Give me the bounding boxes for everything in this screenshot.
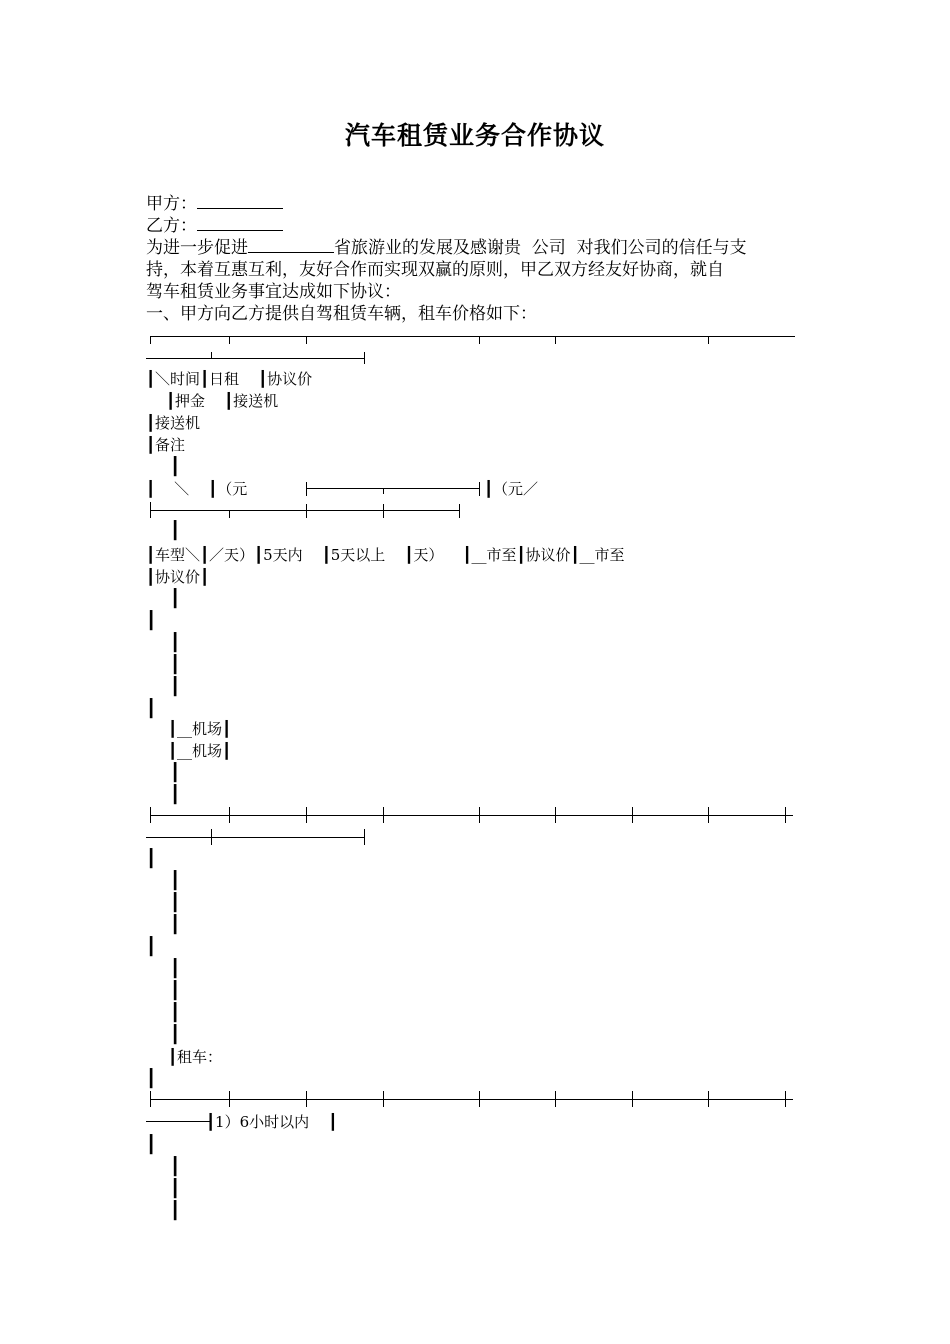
table-pipe: ┃ bbox=[170, 1025, 181, 1045]
intro-text-1a: 为进一步促进 bbox=[146, 238, 248, 258]
table-rent-6h: ┃1）6小时以内 ┃ bbox=[206, 1113, 338, 1131]
table-tick bbox=[459, 504, 460, 518]
table-pipe: ┃ bbox=[170, 981, 181, 1001]
table-tick bbox=[150, 336, 151, 344]
table-header-4: ┃备注 bbox=[146, 436, 186, 454]
table-pipe: ┃ bbox=[146, 1135, 157, 1155]
table-tick bbox=[479, 807, 480, 823]
table-header-1: ┃＼时间┃日租 ┃协议价 bbox=[146, 370, 313, 388]
intro-text-1b: 省旅游业的发展及感谢贵 公司 对我们公司的信任与支 bbox=[334, 238, 747, 258]
table-pipe: ┃ bbox=[170, 1201, 181, 1221]
table-rule bbox=[306, 488, 479, 489]
table-tick bbox=[364, 829, 365, 845]
table-pipe: ┃ bbox=[170, 633, 181, 653]
table-header-3: ┃接送机 bbox=[146, 414, 201, 432]
table-header-2: ┃押金 ┃接送机 bbox=[166, 392, 279, 410]
table-tick bbox=[306, 482, 307, 496]
table-tick bbox=[211, 352, 212, 358]
table-pipe: ┃ bbox=[170, 521, 181, 541]
document-title: 汽车租赁业务合作协议 bbox=[344, 121, 605, 150]
clause-1: 一、甲方向乙方提供自驾租赁车辆，租车价格如下： bbox=[146, 304, 537, 324]
table-tick bbox=[383, 504, 384, 518]
table-tick bbox=[632, 807, 633, 823]
table-pipe: ┃ bbox=[146, 849, 157, 869]
intro-line-3: 驾车租赁业务事宜达成如下协议： bbox=[146, 282, 401, 302]
party-a-line bbox=[146, 193, 283, 215]
table-rule bbox=[150, 1099, 793, 1100]
table-tick bbox=[150, 1091, 151, 1107]
table-tick bbox=[708, 1091, 709, 1107]
table-model-row-2: ┃协议价┃ bbox=[146, 568, 210, 586]
table-rule bbox=[146, 837, 365, 838]
table-pipe: ┃ bbox=[146, 1069, 157, 1089]
party-a-blank bbox=[197, 194, 283, 209]
table-unit-1: ┃ ＼ ┃（元 bbox=[146, 480, 248, 498]
table-rule bbox=[146, 1121, 210, 1122]
intro-line-2: 持，本着互惠互利，友好合作而实现双赢的原则，甲乙双方经友好协商，就自 bbox=[146, 260, 724, 280]
table-pipe: ┃ bbox=[170, 457, 181, 477]
table-tick bbox=[632, 1091, 633, 1107]
table-tick bbox=[555, 807, 556, 823]
table-tick bbox=[479, 482, 480, 496]
table-rule bbox=[150, 510, 460, 511]
table-tick bbox=[306, 1091, 307, 1107]
table-pipe: ┃ bbox=[146, 937, 157, 957]
party-a-label: 甲方： bbox=[146, 194, 197, 214]
table-tick bbox=[383, 807, 384, 823]
table-tick bbox=[306, 504, 307, 518]
province-blank bbox=[248, 238, 334, 253]
table-unit-2: ┃（元／ bbox=[484, 480, 539, 498]
table-model-row: ┃车型＼┃／天）┃5天内 ┃5天以上 ┃天） ┃__市至┃协议价┃__市至 bbox=[146, 546, 625, 564]
table-pipe: ┃ bbox=[170, 655, 181, 675]
table-tick bbox=[785, 807, 786, 823]
table-tick bbox=[383, 1091, 384, 1107]
table-tick bbox=[785, 1091, 786, 1107]
table-pipe: ┃ bbox=[170, 763, 181, 783]
table-pipe: ┃ bbox=[146, 611, 157, 631]
table-rule bbox=[150, 815, 793, 816]
table-pipe: ┃ bbox=[170, 1003, 181, 1023]
table-tick bbox=[211, 829, 212, 845]
table-tick bbox=[229, 807, 230, 823]
table-tick bbox=[150, 807, 151, 823]
table-tick bbox=[708, 807, 709, 823]
table-pipe: ┃ bbox=[146, 699, 157, 719]
table-pipe: ┃ bbox=[170, 893, 181, 913]
table-pipe: ┃ bbox=[170, 589, 181, 609]
table-rule bbox=[150, 336, 795, 337]
table-airport-2: ┃__机场┃ bbox=[168, 742, 232, 760]
table-tick bbox=[229, 336, 230, 344]
table-pipe: ┃ bbox=[170, 915, 181, 935]
table-pipe: ┃ bbox=[170, 1157, 181, 1177]
table-tick bbox=[229, 1091, 230, 1107]
party-b-label: 乙方： bbox=[146, 216, 197, 236]
table-rent-label: ┃租车： bbox=[168, 1048, 223, 1066]
table-tick bbox=[229, 510, 230, 518]
table-pipe: ┃ bbox=[170, 959, 181, 979]
intro-line-1 bbox=[146, 237, 747, 259]
table-pipe: ┃ bbox=[170, 785, 181, 805]
table-tick bbox=[479, 336, 480, 344]
table-rule bbox=[146, 358, 365, 359]
table-tick bbox=[364, 352, 365, 364]
table-airport-1: ┃__机场┃ bbox=[168, 720, 232, 738]
party-b-blank bbox=[197, 216, 283, 231]
table-tick bbox=[708, 336, 709, 344]
table-tick bbox=[555, 1091, 556, 1107]
table-tick bbox=[479, 1091, 480, 1107]
party-b-line bbox=[146, 215, 283, 237]
table-pipe: ┃ bbox=[170, 677, 181, 697]
table-pipe: ┃ bbox=[170, 1179, 181, 1199]
table-tick bbox=[383, 488, 384, 494]
table-tick bbox=[306, 807, 307, 823]
table-tick bbox=[306, 336, 307, 344]
table-pipe: ┃ bbox=[170, 871, 181, 891]
table-tick bbox=[555, 336, 556, 344]
table-tick bbox=[150, 502, 151, 518]
